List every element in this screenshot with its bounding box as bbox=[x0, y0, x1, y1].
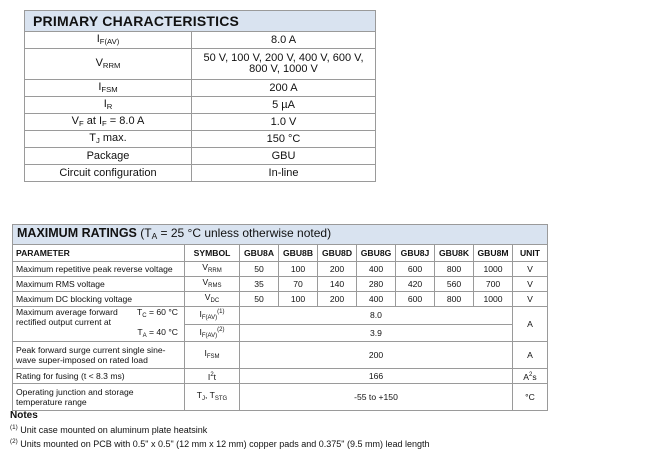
cell: 400 bbox=[357, 292, 396, 307]
note-mark: (2) bbox=[10, 438, 18, 445]
note-item bbox=[10, 436, 429, 450]
notes bbox=[10, 410, 429, 450]
sym-main: I bbox=[103, 97, 107, 110]
sym-rest: max. bbox=[99, 131, 127, 144]
param: Rating for fusing (t < 8.3 ms) bbox=[13, 369, 185, 384]
unit: A bbox=[523, 372, 530, 382]
primary-value: 5 µA bbox=[192, 97, 376, 114]
cond-rest: = 40 °C bbox=[146, 327, 178, 337]
primary-row bbox=[25, 80, 376, 97]
param: Maximum repetitive peak reverse voltage bbox=[13, 262, 185, 277]
sym-main: V bbox=[95, 56, 103, 69]
note-text: Units mounted on PCB with 0.5" x 0.5" (12 mm x 12 mm) copper pads and 0.375" (9.5 mm) lead length bbox=[17, 439, 430, 449]
cell: 400 bbox=[357, 262, 396, 277]
ratings-row bbox=[13, 292, 548, 307]
maximum-ratings-table bbox=[12, 224, 548, 411]
primary-value: 150 °C bbox=[192, 131, 376, 148]
primary-value: 8.0 A bbox=[192, 32, 376, 49]
primary-value: 50 V, 100 V, 200 V, 400 V, 600 V, 800 V, 1000 V bbox=[192, 49, 376, 80]
ratings-row-temp bbox=[13, 384, 548, 411]
sym-main: V bbox=[71, 114, 79, 127]
ratings-row-surge bbox=[13, 342, 548, 369]
ratings-title-cond-sub: A bbox=[151, 231, 158, 241]
cell: 140 bbox=[318, 277, 357, 292]
ratings-header-row bbox=[13, 245, 548, 262]
unit: V bbox=[513, 277, 548, 292]
cell: 200 bbox=[318, 292, 357, 307]
header-symbol: SYMBOL bbox=[185, 245, 240, 262]
sym: I bbox=[207, 372, 211, 382]
unit-sup: 2 bbox=[529, 372, 533, 378]
unit-rest: s bbox=[532, 372, 537, 382]
primary-title: PRIMARY CHARACTERISTICS bbox=[25, 11, 376, 32]
cell: -55 to +150 bbox=[240, 384, 513, 411]
unit: V bbox=[513, 262, 548, 277]
sym-sub: F bbox=[78, 118, 84, 128]
ratings-title-bold: MAXIMUM RATINGS bbox=[17, 226, 137, 240]
note-ref: (1) bbox=[217, 309, 225, 316]
param-text: Maximum average forward rectified output current at bbox=[16, 307, 118, 327]
cell: 200 bbox=[318, 262, 357, 277]
header-gbu8k: GBU8K bbox=[435, 245, 474, 262]
sym: V bbox=[202, 262, 209, 272]
primary-value: In-line bbox=[192, 165, 376, 182]
primary-value: GBU bbox=[192, 148, 376, 165]
cell: 700 bbox=[474, 277, 513, 292]
sym-sub: FSM bbox=[206, 354, 220, 360]
sym-sub: RMS bbox=[208, 283, 222, 289]
cond-rest: = 60 °C bbox=[146, 307, 178, 317]
cell: 8.0 bbox=[240, 307, 513, 325]
sym-sub: STG bbox=[214, 396, 228, 402]
cond: T bbox=[137, 307, 143, 317]
primary-row bbox=[25, 131, 376, 148]
param: Maximum RMS voltage bbox=[13, 277, 185, 292]
primary-row bbox=[25, 97, 376, 114]
cell: 35 bbox=[240, 277, 279, 292]
sym-main: Package bbox=[25, 148, 192, 165]
cell: 560 bbox=[435, 277, 474, 292]
ratings-row-avg-current bbox=[13, 307, 548, 325]
sym-main: Circuit configuration bbox=[25, 165, 192, 182]
sym-main: I bbox=[96, 32, 100, 45]
cell: 600 bbox=[396, 292, 435, 307]
header-gbu8j: GBU8J bbox=[396, 245, 435, 262]
primary-value: 200 A bbox=[192, 80, 376, 97]
cell: 420 bbox=[396, 277, 435, 292]
sym-sub: R bbox=[106, 101, 113, 111]
sym-sup: 2 bbox=[210, 372, 214, 378]
ratings-title bbox=[13, 225, 548, 245]
unit: A bbox=[513, 307, 548, 342]
primary-row bbox=[25, 32, 376, 49]
notes-heading: Notes bbox=[10, 410, 38, 421]
sym-sub: DC bbox=[210, 298, 220, 304]
cell: 280 bbox=[357, 277, 396, 292]
primary-row bbox=[25, 148, 376, 165]
sym-sub: F(AV) bbox=[99, 36, 120, 46]
sym-sub: FSM bbox=[101, 84, 118, 94]
cell: 800 bbox=[435, 262, 474, 277]
sym-sub: RRM bbox=[208, 268, 222, 274]
header-gbu8g: GBU8G bbox=[357, 245, 396, 262]
ratings-title-cond: (T bbox=[136, 226, 152, 240]
note-text: Unit case mounted on aluminum plate heatsink bbox=[17, 425, 208, 435]
cell: 50 bbox=[240, 262, 279, 277]
cell: 200 bbox=[240, 342, 513, 369]
sym-sub: F(AV) bbox=[201, 315, 218, 322]
header-gbu8d: GBU8D bbox=[318, 245, 357, 262]
primary-value: 1.0 V bbox=[192, 114, 376, 131]
cell: 166 bbox=[240, 369, 513, 384]
header-unit: UNIT bbox=[513, 245, 548, 262]
primary-row bbox=[25, 165, 376, 182]
cell: 600 bbox=[396, 262, 435, 277]
sym-main: I bbox=[98, 80, 102, 93]
primary-row bbox=[25, 114, 376, 131]
note-ref: (2) bbox=[217, 326, 225, 333]
sym: T bbox=[196, 390, 202, 400]
note-item bbox=[10, 422, 429, 436]
ratings-row bbox=[13, 277, 548, 292]
cell: 3.9 bbox=[240, 324, 513, 342]
cond: T bbox=[137, 327, 143, 337]
primary-characteristics-table bbox=[24, 10, 376, 182]
cell: 1000 bbox=[474, 262, 513, 277]
sym: I bbox=[199, 309, 202, 320]
cell: 100 bbox=[279, 262, 318, 277]
sym-sub: J bbox=[95, 135, 100, 145]
sym: I bbox=[204, 348, 207, 358]
note-mark: (1) bbox=[10, 424, 18, 431]
sym: I bbox=[199, 326, 202, 337]
sym-mid: , T bbox=[205, 390, 215, 400]
sym: V bbox=[204, 292, 211, 302]
cell: 50 bbox=[240, 292, 279, 307]
sym-rest: t bbox=[213, 372, 217, 382]
cell: 1000 bbox=[474, 292, 513, 307]
sym-main: T bbox=[89, 131, 96, 144]
ratings-row-fusing bbox=[13, 369, 548, 384]
header-gbu8m: GBU8M bbox=[474, 245, 513, 262]
header-gbu8b: GBU8B bbox=[279, 245, 318, 262]
param: Peak forward surge current single sine-wave super-imposed on rated load bbox=[13, 342, 185, 369]
sym-sub: F(AV) bbox=[201, 332, 218, 339]
ratings-row bbox=[13, 262, 548, 277]
sym-sub: RRM bbox=[102, 60, 121, 70]
param: Operating junction and storage temperature range bbox=[13, 384, 185, 411]
ratings-title-cond-rest: = 25 °C unless otherwise noted) bbox=[157, 226, 332, 240]
param: Maximum DC blocking voltage bbox=[13, 292, 185, 307]
unit: V bbox=[513, 292, 548, 307]
sym-sub: J bbox=[201, 396, 205, 402]
unit: A bbox=[513, 342, 548, 369]
cell: 100 bbox=[279, 292, 318, 307]
param-avg-current bbox=[13, 307, 185, 342]
cond-sub: A bbox=[142, 333, 147, 339]
sym-rest: at I bbox=[83, 114, 103, 127]
header-gbu8a: GBU8A bbox=[240, 245, 279, 262]
header-parameter: PARAMETER bbox=[13, 245, 185, 262]
cell: 70 bbox=[279, 277, 318, 292]
unit: °C bbox=[513, 384, 548, 411]
primary-row bbox=[25, 49, 376, 80]
cell: 800 bbox=[435, 292, 474, 307]
sym: V bbox=[202, 277, 209, 287]
sym-rest: = 8.0 A bbox=[106, 114, 145, 127]
cond-sub: C bbox=[142, 313, 147, 319]
sym-sub: F bbox=[102, 118, 107, 128]
